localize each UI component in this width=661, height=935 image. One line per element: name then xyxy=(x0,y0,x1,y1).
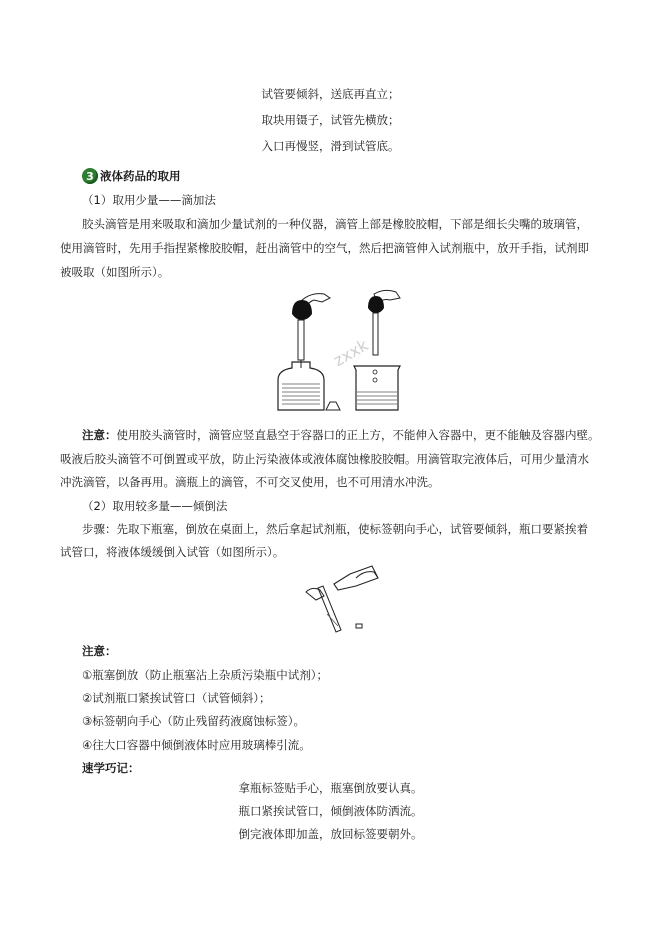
part2-note-label: 注意： xyxy=(82,644,117,658)
part2-note-2: ②试剂瓶口紧挨试管口（试管倾斜）； xyxy=(82,691,271,705)
rhyme-line-1: 试管要倾斜，送底再直立； xyxy=(261,87,400,101)
part2-heading: （2）取用较多量——倾倒法 xyxy=(82,499,228,513)
rhyme-line-3: 入口再慢竖，滑到试管底。 xyxy=(261,139,400,153)
part2-note-4: ④往大口容器中倾倒液体时应用玻璃棒引流。 xyxy=(82,738,311,752)
part1-para-1: 胶头滴管是用来吸取和滴加少量试剂的一种仪器，滴管上部是橡胶胶帽，下部是细长尖嘴的玻璃管， xyxy=(82,217,588,231)
part1-para-3: 被吸取（如图所示）。 xyxy=(60,265,170,279)
part2-note-1: ①瓶塞倒放（防止瓶塞沾上杂质污染瓶中试剂）； xyxy=(82,668,329,682)
part1-heading: （1）取用少量——滴加法 xyxy=(82,193,216,207)
section-title-text: 液体药品的取用 xyxy=(100,169,181,183)
part1-note-3: 冲洗滴管，以备再用。滴瓶上的滴管，不可交叉使用，也不可用清水冲洗。 xyxy=(60,475,440,489)
part2-note-3: ③标签朝向手心（防止残留药液腐蚀标签）。 xyxy=(82,714,306,728)
memo-line-1: 拿瓶标签贴手心，瓶塞倒放要认真。 xyxy=(238,781,423,795)
part1-note-1 xyxy=(82,427,600,443)
memo-label: 速学巧记： xyxy=(82,761,140,775)
part1-note-text: 使用胶头滴管时，滴管应竖直悬空于容器口的正上方，不能伸入容器中，更不能触及容器内壁。 xyxy=(116,428,600,442)
dropper-illustration xyxy=(270,288,420,418)
part2-steps-1: 步骤：先取下瓶塞，倒放在桌面上，然后拿起试剂瓶，使标签朝向手心，试管要倾斜，瓶口要紧挨着 xyxy=(82,522,588,536)
section-title xyxy=(82,168,181,184)
pouring-illustration xyxy=(300,564,380,634)
section-number-badge: 3 xyxy=(82,168,98,184)
part1-note-2: 吸液后胶头滴管不可倒置或平放，防止污染液体或液体腐蚀橡胶胶帽。用滴管取完液体后，可用少量清水 xyxy=(60,452,589,466)
part1-para-2: 使用滴管时，先用手指捏紧橡胶胶帽，赶出滴管中的空气，然后把滴管伸入试剂瓶中，放开手指，试剂即 xyxy=(60,241,589,255)
memo-line-3: 倒完液体即加盖，放回标签要朝外。 xyxy=(238,827,423,841)
part1-note-label: 注意： xyxy=(82,428,117,442)
watermark-text: zxxk xyxy=(330,335,372,371)
memo-line-2: 瓶口紧挨试管口，倾倒液体防洒流。 xyxy=(238,804,423,818)
rhyme-line-2: 取块用镊子，试管先横放； xyxy=(261,113,400,127)
part2-steps-2: 试管口，将液体缓缓倒入试管（如图所示）。 xyxy=(60,545,285,559)
